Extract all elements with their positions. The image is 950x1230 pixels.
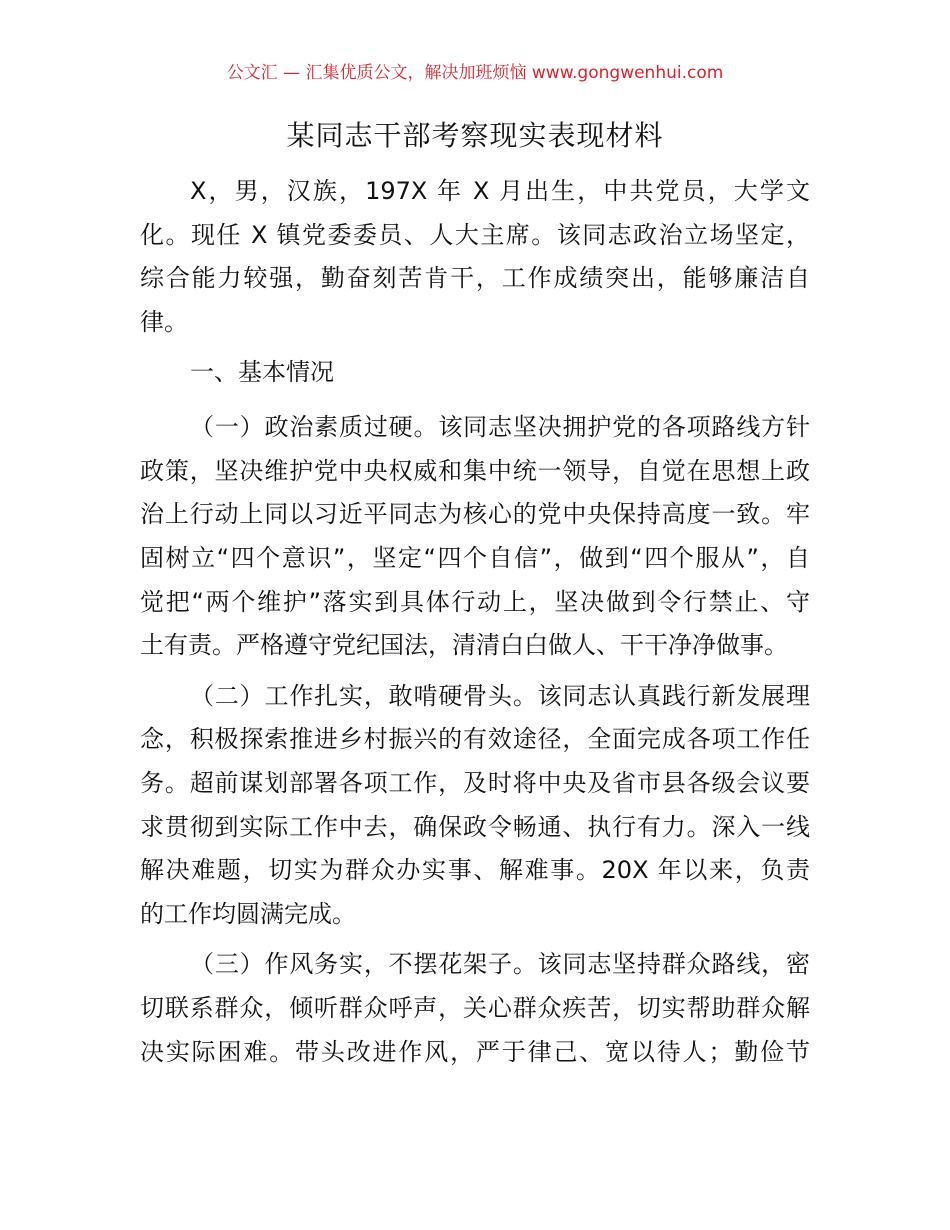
text-line: 律。	[140, 308, 188, 337]
text-line: 一、基本情况	[190, 358, 334, 387]
text-line: （三）作风务实，不摆花架子。该同志坚持群众路线，密	[190, 950, 810, 979]
text-line: （一）政治素质过硬。该同志坚决拥护党的各项路线方针	[190, 412, 810, 441]
paragraph	[140, 406, 810, 668]
text-line: 觉把“两个维护”落实到具体行动上，坚决做到令行禁止、守	[140, 587, 810, 616]
text-line: 念，积极探索推进乡村振兴的有效途径，全面完成各项工作任	[140, 725, 810, 754]
text-line: 切联系群众，倾听群众呼声，关心群众疾苦，切实帮助群众解	[140, 993, 810, 1022]
text-line: 决实际困难。带头改进作风，严于律己、宽以待人；勤俭节	[140, 1037, 810, 1066]
text-line: （二）工作扎实，敢啃硬骨头。该同志认真践行新发展理	[190, 681, 810, 710]
paragraph	[140, 170, 810, 345]
paragraph	[140, 675, 810, 937]
text-line: 化。现任 X 镇党委委员、人大主席。该同志政治立场坚定，	[140, 220, 810, 249]
document-title: 某同志干部考察现实表现材料	[286, 119, 664, 152]
text-line: 治上行动上同以习近平同志为核心的党中央保持高度一致。牢	[140, 500, 810, 529]
text-line: 解决难题，切实为群众办实事、解难事。20X 年以来，负责	[140, 856, 810, 885]
text-line: 求贯彻到实际工作中去，确保政令畅通、执行有力。深入一线	[140, 812, 810, 841]
paragraph	[140, 943, 810, 1074]
text-line: 综合能力较强，勤奋刻苦肯干，工作成绩突出，能够廉洁自	[140, 264, 810, 293]
text-line: 土有责。严格遵守党纪国法，清清白白做人、干干净净做事。	[140, 631, 788, 660]
section-heading	[140, 351, 810, 395]
document-body	[140, 170, 810, 1081]
text-line: 务。超前谋划部署各项工作，及时将中央及省市县各级会议要	[140, 768, 810, 797]
site-banner: 公文汇 — 汇集优质公文，解决加班烦恼 www.gongwenhui.com	[226, 63, 724, 83]
text-line: 的工作均圆满完成。	[140, 900, 356, 928]
text-line: X，男，汉族，197X 年 X 月出生，中共党员，大学文	[190, 177, 810, 205]
text-line: 政策，坚决维护党中央权威和集中统一领导，自觉在思想上政	[140, 456, 810, 485]
text-line: 固树立“四个意识”，坚定“四个自信”，做到“四个服从”，自	[140, 544, 810, 572]
